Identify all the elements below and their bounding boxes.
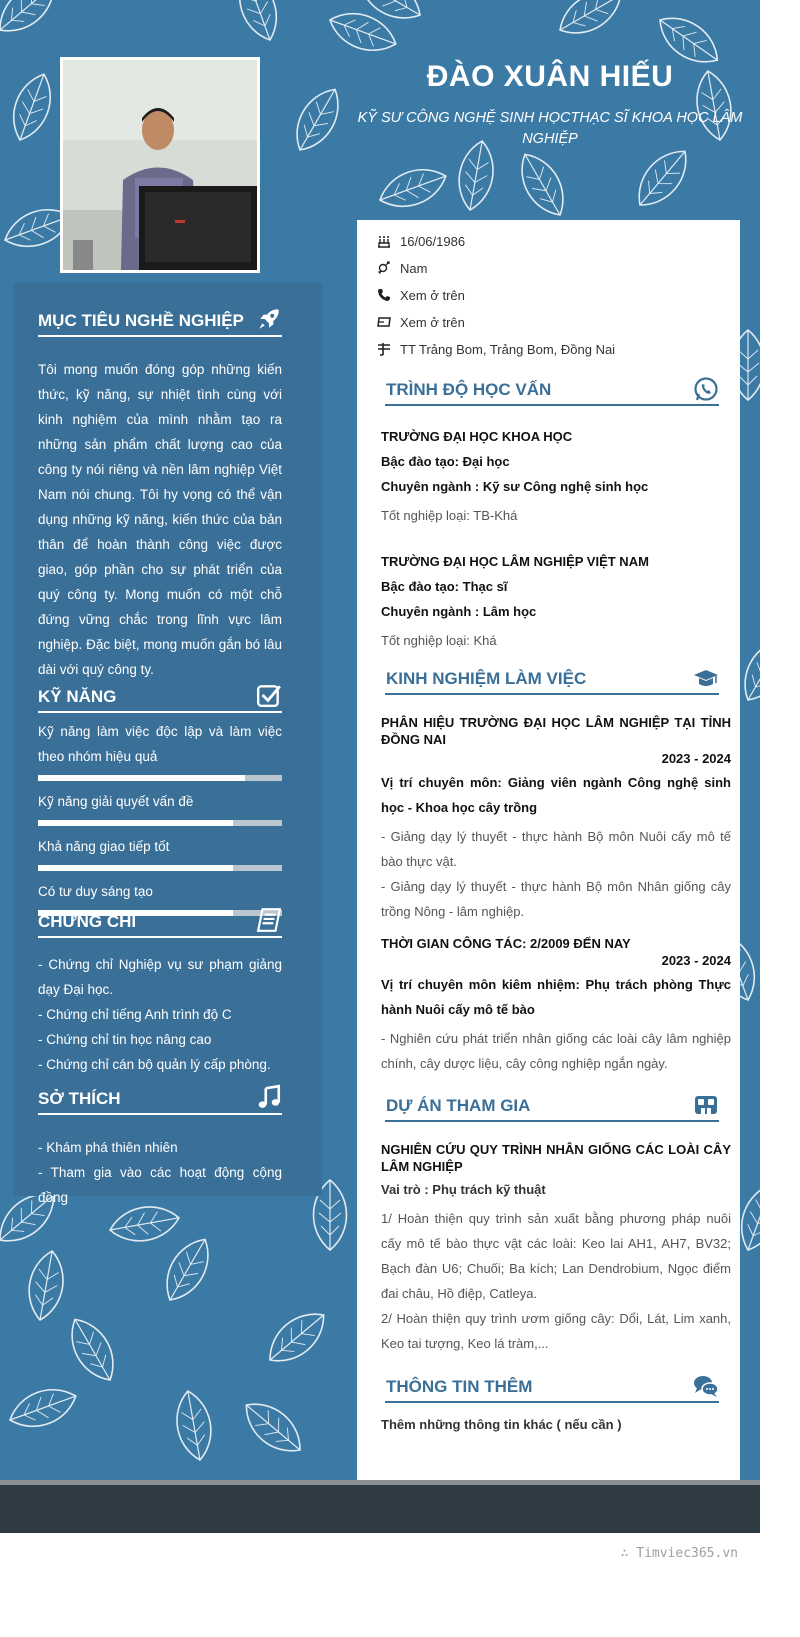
project-role: Vai trò : Phụ trách kỹ thuật [381,1182,546,1197]
hobby-item: - Khám phá thiên nhiên [38,1140,178,1155]
additional-heading: THÔNG TIN THÊM [386,1377,533,1396]
experience-detail: - Nghiên cứu phát triển nhân giống các loài cây lâm nghiệp chính, cây dược liệu, cây công nghiệp ngắn ngày. [381,1031,731,1071]
projects-heading: DỰ ÁN THAM GIA [386,1096,531,1115]
birthday-cake-icon [377,234,391,248]
phone-icon [377,288,391,302]
hobby-item: - Tham gia vào các hoạt động cộng đồng [38,1165,282,1205]
hobbies-heading: SỞ THÍCH [38,1089,121,1108]
skill-bar-fill [38,775,245,781]
skills-header [38,679,282,713]
project-name: NGHIÊN CỨU QUY TRÌNH NHÂN GIỐNG CÁC LOÀI CÂY LÂM NGHIỆP [381,1142,731,1174]
skill-bar [38,775,282,781]
education-major: Chuyên ngành : Kỹ sư Công nghệ sinh học [381,479,649,494]
chat-icon [693,1373,719,1399]
certificate-item: - Chứng chỉ Nghiệp vụ sư phạm giảng dạy Đại học. [38,957,282,997]
whatsapp-icon [693,376,719,402]
skill-label: Kỹ năng làm việc độc lập và làm việc theo nhóm hiệu quả [38,724,282,764]
certificates-header [38,904,282,938]
skills-heading: KỸ NĂNG [38,687,117,706]
left-sidebar [14,283,322,1205]
certificates-heading: CHỨNG CHỈ [38,912,137,931]
objective-text: Tôi mong muốn đóng góp những kiến thức, kỹ năng, sự nhiệt tình cùng với kinh nghiệm của mình nhằm tạo ra những sản phẩm chất lượng cao của công ty nói riêng và nền lâm nghiệp Việt Nam nói chung. Tôi hy vọng có thể vận dụng những kỹ năng, kiến thức của bản thân để hoàn thành công việc được giao, góp phần cho sự phát triển của quý công ty. Mong muốn có một chỗ đứng vững chắc trong lĩnh vực lâm nghiệp. Đặc biệt, mong muốn gắn bó lâu dài với quý công ty. [38,362,282,677]
experience-position: Vị trí chuyên môn: Giảng viên ngành Công nghệ sinh học - Khoa học cây trồng [381,775,731,815]
skill-item [38,789,282,826]
gender-text: Nam [400,261,428,276]
experience-period: 2023 - 2024 [661,953,731,968]
graduation-cap-icon [693,665,719,691]
skill-bar-fill [38,820,233,826]
certificates-section [38,904,282,1077]
experience-heading: KINH NGHIỆM LÀM VIỆC [386,669,587,688]
additional-text: Thêm những thông tin khác ( nếu cần ) [381,1417,622,1432]
skill-bar [38,865,282,871]
project-detail: 1/ Hoàn thiện quy trình sản xuất bằng phương pháp nuôi cấy mô tế bào thực vật các loài: Keo lai AH1, AH7, BV32; Bạch đàn U6; Chuối; Ba kích; Lan Dendrobium, Ngọc điểm đai châu, Hồ điệp, Catleya. [381,1211,731,1301]
hobbies-section [38,1081,282,1210]
skill-bar [38,820,282,826]
certificate-item: - Chứng chỉ tiếng Anh trình độ C [38,1007,232,1022]
experience-item [381,714,731,924]
experience-header [385,661,719,695]
project-detail: 2/ Hoàn thiện quy trình ươm giống cây: Dổi, Lát, Lim xanh, Keo tai tượng, Keo lá tràm,... [381,1311,731,1351]
certificates-list [38,952,282,1077]
skill-bar-fill [38,865,233,871]
additional-header [385,1369,719,1403]
main-content [357,220,740,1480]
objective-heading: MỤC TIÊU NGHỀ NGHIỆP [38,311,244,330]
education-level: Bậc đào tạo: Thạc sĩ [381,579,508,594]
skill-label: Khả năng giao tiếp tốt [38,839,170,854]
experience-detail: - Giảng dạy lý thuyết - thực hành Bộ môn Nhân giống cây trồng Nông - lâm nghiệp. [381,879,731,919]
education-major: Chuyên ngành : Lâm học [381,604,537,619]
experience-company: PHÂN HIỆU TRƯỜNG ĐẠI HỌC LÂM NGHIỆP TẠI TỈNH ĐỒNG NAI [381,715,731,747]
skill-label: Kỹ năng giải quyết vấn đề [38,794,194,809]
address-text: TT Trảng Bom, Trảng Bom, Đồng Nai [400,342,616,357]
experience-detail: - Giảng dạy lý thuyết - thực hành Bộ môn Nuôi cấy mô tế bào thực vật. [381,829,731,869]
education-level: Bậc đào tạo: Đại học [381,454,510,469]
skill-item [38,834,282,871]
certificate-item: - Chứng chỉ tin học nâng cao [38,1032,212,1047]
projects-header [385,1088,719,1122]
education-header [385,372,719,406]
dob-text: 16/06/1986 [400,234,466,249]
education-grade: Tốt nghiệp loại: TB-Khá [381,508,518,523]
skills-list [38,719,282,916]
candidate-title: KỸ SƯ CÔNG NGHỆ SINH HỌCTHẠC SĨ KHOA HỌC LÂM NGHIỆP [357,110,743,147]
phone-text: Xem ở trên [400,288,465,303]
education-school: TRƯỜNG ĐẠI HỌC KHOA HỌC [381,429,573,444]
experience-company: THỜI GIAN CÔNG TÁC: 2/2009 ĐẾN NAY [381,936,631,951]
objective-header [38,303,282,337]
objective-section [38,303,282,682]
education-school: TRƯỜNG ĐẠI HỌC LÂM NGHIỆP VIỆT NAM [381,554,649,569]
certificate-icon [256,907,282,933]
skill-item [38,719,282,781]
skill-label: Có tư duy sáng tạo [38,884,153,899]
candidate-name: ĐÀO XUÂN HIẾU [426,60,674,93]
skills-section [38,679,282,924]
hobbies-list [38,1135,282,1210]
education-grade: Tốt nghiệp loại: Khá [381,633,497,648]
experience-period: 2023 - 2024 [661,751,731,766]
profile-photo-frame [60,57,260,273]
project-item [381,1141,731,1356]
email-text: Xem ở trên [400,315,465,330]
additional-item [381,1412,731,1437]
footer-bar [0,1485,760,1533]
profile-photo [63,60,257,270]
robot-icon [693,1092,719,1118]
experience-position: Vị trí chuyên môn kiêm nhiệm: Phụ trách phòng Thực hành Nuôi cấy mô tế bào [381,977,731,1017]
signpost-icon [377,342,391,356]
experience-item [381,935,731,1076]
education-item [381,424,731,528]
email-icon [377,315,391,329]
gender-icon [377,261,391,275]
education-heading: TRÌNH ĐỘ HỌC VẤN [386,380,552,399]
checkbox-icon [256,682,282,708]
hobbies-header [38,1081,282,1115]
watermark-text: ∴ Timviec365.vn [620,1546,738,1561]
education-item [381,549,731,653]
rocket-icon [256,306,282,332]
music-icon [256,1084,282,1110]
certificate-item: - Chứng chỉ cán bộ quản lý cấp phòng. [38,1057,271,1072]
